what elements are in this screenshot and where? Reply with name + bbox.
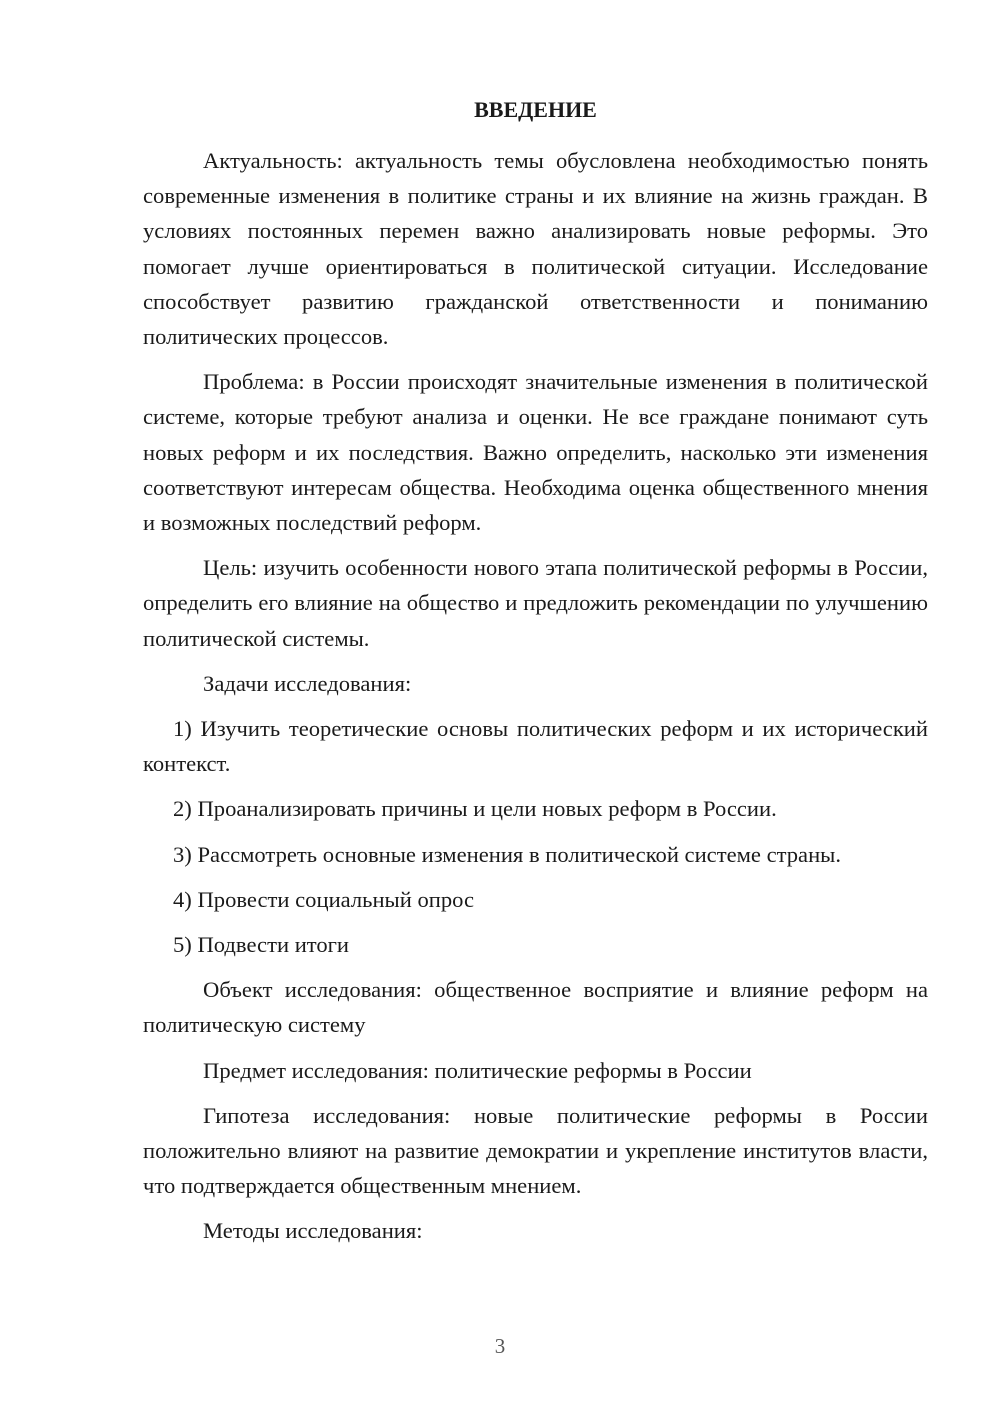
- object-paragraph: Объект исследования: общественное восприятие и влияние реформ на политическую систему: [143, 977, 928, 1038]
- task-item: 5) Подвести итоги: [173, 932, 350, 958]
- document-page: [143, 95, 928, 1259]
- tasks-heading: Задачи исследования:: [203, 670, 412, 696]
- hypothesis-paragraph: Гипотеза исследования: новые политические реформы в России положительно влияют на развитие демократии и укрепление институтов власти, что подтверждается общественным мнением.: [143, 1102, 928, 1199]
- task-item: 3) Рассмотреть основные изменения в политической системе страны.: [173, 841, 842, 867]
- page-title: ВВЕДЕНИЕ: [474, 97, 597, 122]
- methods-paragraph: Методы исследования:: [203, 1218, 423, 1244]
- task-item: 1) Изучить теоретические основы политических реформ и их исторический контекст.: [143, 716, 928, 777]
- task-item: 4) Провести социальный опрос: [173, 886, 475, 912]
- problem-paragraph: Проблема: в России происходят значительные изменения в политической системе, которые требуют анализа и оценки. Не все граждане понимают суть новых реформ и их последствия. Важно определить, насколько эти изменения соответствуют интересам общества. Необходима оценка общественного мнения и возможных последствий реформ.: [143, 369, 928, 536]
- page-number: 3: [494, 1334, 506, 1358]
- task-item: 2) Проанализировать причины и цели новых реформ в России.: [173, 796, 777, 822]
- goal-paragraph: Цель: изучить особенности нового этапа политической реформы в России, определить его влияние на общество и предложить рекомендации по улучшению политической системы.: [143, 555, 928, 651]
- relevance-paragraph: Актуальность: актуальность темы обусловлена необходимостью понять современные изменения в политике страны и их влияние на жизнь граждан. В условиях постоянных перемен важно анализировать новые реформы. Это помогает лучше ориентироваться в политической ситуации. Исследование способствует развитию гражданской ответственности и пониманию политических процессов.: [143, 148, 928, 350]
- subject-paragraph: Предмет исследования: политические реформы в России: [203, 1057, 752, 1083]
